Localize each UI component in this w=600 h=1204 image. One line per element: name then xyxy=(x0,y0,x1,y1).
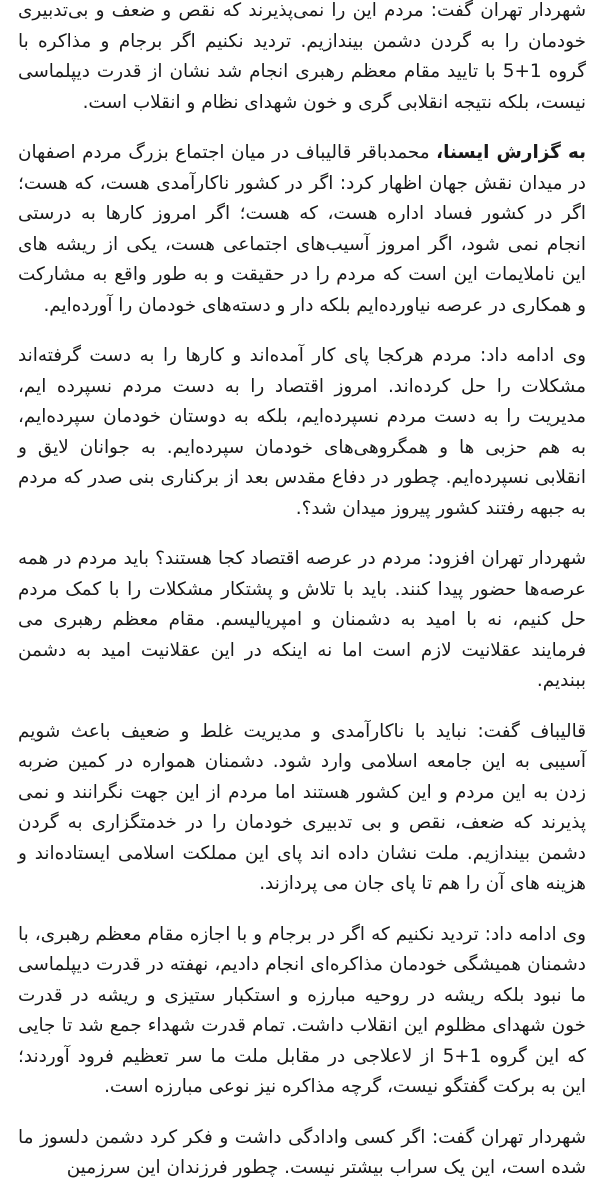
paragraph-text: محمدباقر قالیباف در میان اجتماع بزرگ مردم اصفهان در میدان نقش جهان اظهار کرد: اگر در کشور ناکارآمدی هست، که هست؛ اگر در کشور فساد اداره هست، که هست؛ اگر امروز کارها به درستی انجام نمی شود، اگر امروز آسیب‌های اجتماعی هست، یکی از ریشه های این ناملایمات این است که مردم را در حقیقت و به طور واقع به مشارکت و همکاری در عرصه نیاورده‌ایم بلکه دار و دسته‌های خودمان را آورده‌ایم. xyxy=(18,142,586,316)
paragraph-text: وی ادامه داد: مردم هرکجا پای کار آمده‌اند و کارها را به دست گرفته‌اند مشکلات را حل کرده‌اند. امروز اقتصاد را به دست مردم نسپرده ایم، مدیریت را به دست مردم نسپرده‌ایم، بلکه به دوستان خودمان سپرده‌ایم، به هم حزبی ها و همگروهی‌های خودمان سپرده‌ایم. به جوانان لایق و انقلابی نسپرده‌ایم. چطور در دفاع مقدس بعد از برکناری بنی صدر که مردم به جبهه رفتند کشور پیروز میدان شد؟. xyxy=(18,345,586,519)
source-attribution: به گزارش ایسنا، xyxy=(436,142,587,163)
paragraph-7 xyxy=(18,1123,586,1184)
paragraph-text: شهردار تهران گفت: مردم این را نمی‌پذیرند که نقص و ضعف و بی‌تدبیری خودمان را به گردن دشمن بیندازیم. تردید نکنیم اگر برجام و مذاکره با گروه 1+5 با تایید مقام معظم رهبری انجام شد نشان از قدرت دیپلماسی نیست، بلکه نتیجه انقلابی گری و خون شهدای نظام و انقلاب است. xyxy=(18,0,586,113)
paragraph-1 xyxy=(18,0,586,118)
paragraph-5 xyxy=(18,717,586,900)
paragraph-text: قالیباف گفت: نباید با ناکارآمدی و مدیریت غلط و ضعیف باعث شویم آسیبی به این جامعه اسلامی وارد شود. دشمنان همواره در کمین ضربه زدن به این مردم و این کشور هستند اما مردم از این جهت نگرانند و نمی پذیرند که ضعف، نقص و بی تدبیری خودمان را در خدمتگزاری به گردن دشمن بیندازیم. ملت نشان داده اند پای این مملکت اسلامی ایستاده‌اند و هزینه های آن را هم تا پای جان می پردازند. xyxy=(18,720,586,894)
paragraph-text: شهردار تهران گفت: اگر کسی وادادگی داشت و فکر کرد دشمن دلسوز ما شده است، این یک سراب بیشتر نیست. چطور فرزندان این سرزمین xyxy=(18,1126,586,1178)
paragraph-4 xyxy=(18,544,586,697)
paragraph-text: وی ادامه داد: تردید نکنیم که اگر در برجام و با اجازه مقام معظم رهبری، با دشمنان همیشگی خودمان مذاکره‌ای انجام دادیم، نهفته در قدرت دیپلماسی ما نبود بلکه ریشه در روحیه مبارزه و استکبار ستیزی و ریشه در قدرت خون شهدای مظلوم این انقلاب داشت. تمام قدرت شهداء جمع شد تا جایی که این گروه 1+5 از لاعلاجی در مقابل ملت ما سر تعظیم فرود آوردند؛ این به برکت گفتگو نیست، گرچه مذاکره نیز نوعی مبارزه است. xyxy=(18,923,586,1097)
paragraph-2 xyxy=(18,138,586,321)
paragraph-6 xyxy=(18,920,586,1103)
paragraph-3 xyxy=(18,341,586,524)
paragraph-text: شهردار تهران افزود: مردم در عرصه اقتصاد کجا هستند؟ باید مردم در همه عرصه‌ها حضور پیدا کنند. باید با تلاش و پشتکار مشکلات را با کمک مردم حل کنیم، نه با امید به دشمنان و امپریالیسم. مقام معظم رهبری می فرمایند عقلانیت لازم است اما نه اینکه در این عقلانیت امید به دشمن ببندیم. xyxy=(18,548,586,691)
